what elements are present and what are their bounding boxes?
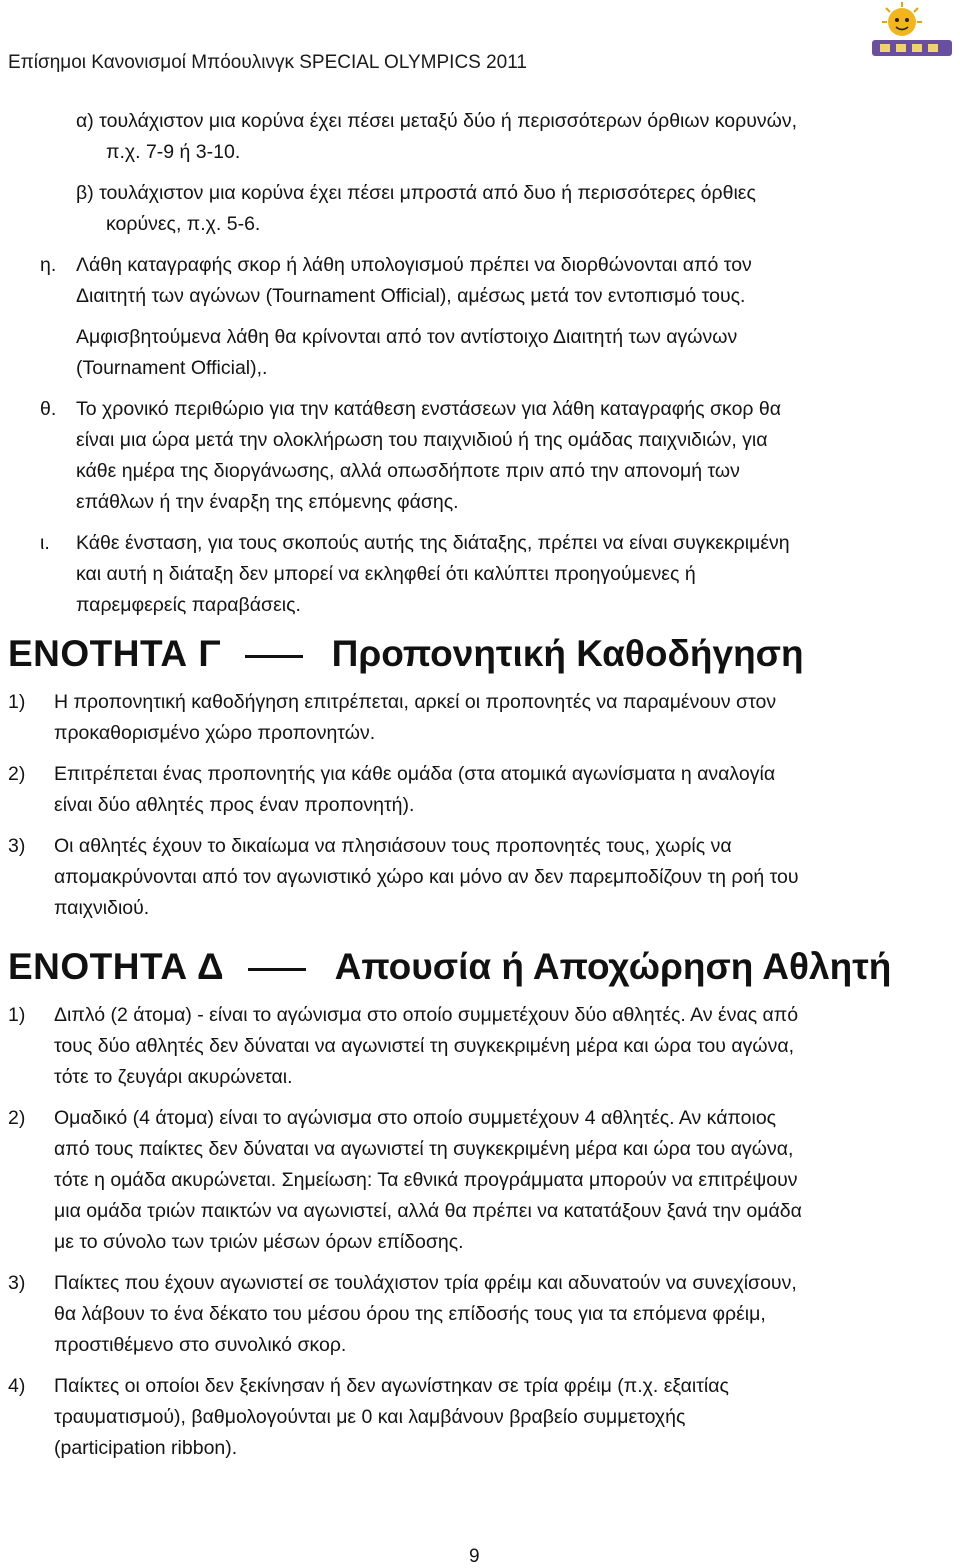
section-d-prefix: ΕΝΟΤΗΤΑ Δ	[8, 946, 225, 987]
item-iota-line: παρεμφερείς παραβάσεις.	[76, 594, 301, 616]
item-eta-marker: η.	[40, 254, 57, 276]
item-line: Παίκτες οι οποίοι δεν ξεκίνησαν ή δεν αγωνίστηκαν σε τρία φρέιμ (π.χ. εξαιτίας	[54, 1375, 729, 1397]
item-line: Η προπονητική καθοδήγηση επιτρέπεται, αρκεί οι προπονητές να παραμένουν στον	[54, 691, 777, 713]
document-body	[0, 106, 960, 1474]
item-line: Παίκτες που έχουν αγωνιστεί σε τουλάχιστον τρία φρέιμ και αδυνατούν να συνεχίσουν,	[54, 1272, 797, 1294]
item-eta	[0, 250, 960, 384]
section-g-item	[8, 687, 960, 749]
page-number: 9	[469, 1546, 480, 1567]
section-d-item	[8, 1268, 960, 1361]
item-number: 2)	[8, 1107, 26, 1129]
heading-dash	[245, 655, 303, 658]
item-theta-line: κάθε ημέρα της διοργάνωσης, αλλά οπωσδήποτε πριν από την απονομή των	[76, 460, 740, 482]
item-line: τραυματισμού), βαθμολογούνται με 0 και λαμβάνουν βραβείο συμμετοχής	[54, 1406, 686, 1428]
item-eta-line: Αμφισβητούμενα λάθη θα κρίνονται από τον αντίστοιχο Διαιτητή των αγώνων	[76, 326, 738, 348]
item-line: (participation ribbon).	[54, 1437, 238, 1459]
item-iota	[0, 528, 960, 621]
item-line: Επιτρέπεται ένας προπονητής για κάθε ομάδα (στα ατομικά αγωνίσματα η αναλογία	[54, 763, 776, 785]
item-line: Διπλό (2 άτομα) - είναι το αγώνισμα στο οποίο συμμετέχουν δύο αθλητές. Αν ένας από	[54, 1004, 799, 1026]
item-number: 3)	[8, 1272, 26, 1294]
section-g-item	[8, 759, 960, 821]
section-g-list	[0, 687, 960, 924]
item-a-line: π.χ. 7-9 ή 3-10.	[106, 141, 241, 163]
item-line: προκαθορισμένο χώρο προπονητών.	[54, 722, 376, 744]
item-theta-line: επάθλων ή την έναρξη της επόμενης φάσης.	[76, 491, 459, 513]
item-a-line: α) τουλάχιστον μια κορύνα έχει πέσει μεταξύ δύο ή περισσότερων όρθιων κορυνών,	[76, 110, 798, 132]
item-line: προστιθέμενο στο συνολικό σκορ.	[54, 1334, 347, 1356]
item-line: τότε η ομάδα ακυρώνεται. Σημείωση: Τα εθνικά προγράμματα μπορούν να επιτρέψουν	[54, 1169, 798, 1191]
item-theta-line: είναι μια ώρα μετά την ολοκλήρωση του παιχνιδιού ή της ομάδας παιχνιδιών, για	[76, 429, 768, 451]
item-b	[0, 178, 960, 240]
item-line: με το σύνολο των τριών μέσων όρων επίδοσης.	[54, 1231, 464, 1253]
item-iota-line: και αυτή η διάταξη δεν μπορεί να εκληφθεί ότι καλύπτει προηγούμενες ή	[76, 563, 696, 585]
special-olympics-logo	[862, 0, 954, 62]
item-theta-marker: θ.	[40, 398, 57, 420]
item-eta-line: (Tournament Official),.	[76, 357, 268, 379]
item-a	[0, 106, 960, 168]
section-d-heading	[0, 944, 960, 990]
item-number: 2)	[8, 763, 26, 785]
section-d-list	[0, 1000, 960, 1464]
item-line: από τους παίκτες δεν δύναται να αγωνιστεί τη συγκεκριμένη μέρα και ώρα του αγώνα,	[54, 1138, 794, 1160]
section-d-item	[8, 1103, 960, 1258]
item-line: Οι αθλητές έχουν το δικαίωμα να πλησιάσουν τους προπονητές τους, χωρίς να	[54, 835, 732, 857]
section-d-item	[8, 1371, 960, 1464]
section-g-heading	[0, 631, 960, 677]
item-number: 1)	[8, 691, 26, 713]
item-eta-line: Λάθη καταγραφής σκορ ή λάθη υπολογισμού πρέπει να διορθώνονται από τον	[76, 254, 752, 276]
item-line: απομακρύνονται από τον αγωνιστικό χώρο και μόνο αν δεν παρεμποδίζουν τη ροή του	[54, 866, 799, 888]
item-number: 1)	[8, 1004, 26, 1026]
item-line: είναι δύο αθλητές προς έναν προπονητή).	[54, 794, 415, 816]
section-g-prefix: ΕΝΟΤΗΤΑ Γ	[8, 633, 222, 674]
section-g-title: Προπονητική Καθοδήγηση	[331, 633, 804, 674]
item-line: Ομαδικό (4 άτομα) είναι το αγώνισμα στο οποίο συμμετέχουν 4 αθλητές. Αν κάποιος	[54, 1107, 777, 1129]
item-iota-marker: ι.	[40, 532, 50, 554]
item-line: παιχνιδιού.	[54, 897, 150, 919]
page-header-title: Επίσημοι Κανονισμοί Μπόουλινγκ SPECIAL OLYMPICS 2011	[8, 52, 527, 73]
item-iota-line: Κάθε ένσταση, για τους σκοπούς αυτής της διάταξης, πρέπει να είναι συγκεκριμένη	[76, 532, 790, 554]
item-b-line: κορύνες, π.χ. 5-6.	[106, 213, 261, 235]
item-number: 3)	[8, 835, 26, 857]
heading-dash	[248, 968, 306, 971]
item-theta	[0, 394, 960, 518]
item-number: 4)	[8, 1375, 26, 1397]
section-d-title: Απουσία ή Αποχώρηση Αθλητή	[334, 946, 892, 987]
section-d-item	[8, 1000, 960, 1093]
item-b-line: β) τουλάχιστον μια κορύνα έχει πέσει μπροστά από δυο ή περισσότερες όρθιες	[76, 182, 756, 204]
item-line: τους δύο αθλητές δεν δύναται να αγωνιστεί τη συγκεκριμένη μέρα και ώρα του αγώνα,	[54, 1035, 795, 1057]
item-theta-line: Το χρονικό περιθώριο για την κατάθεση ενστάσεων για λάθη καταγραφής σκορ θα	[76, 398, 782, 420]
item-line: μια ομάδα τριών παικτών να αγωνιστεί, αλλά θα πρέπει να κατατάξουν ξανά την ομάδα	[54, 1200, 802, 1222]
item-line: τότε το ζευγάρι ακυρώνεται.	[54, 1066, 293, 1088]
item-eta-line: Διαιτητή των αγώνων (Tournament Official), αμέσως μετά τον εντοπισμό τους.	[76, 285, 746, 307]
item-line: θα λάβουν το ένα δέκατο του μέσου όρου της επίδοσής τους για τα επόμενα φρέιμ,	[54, 1303, 766, 1325]
section-g-item	[8, 831, 960, 924]
